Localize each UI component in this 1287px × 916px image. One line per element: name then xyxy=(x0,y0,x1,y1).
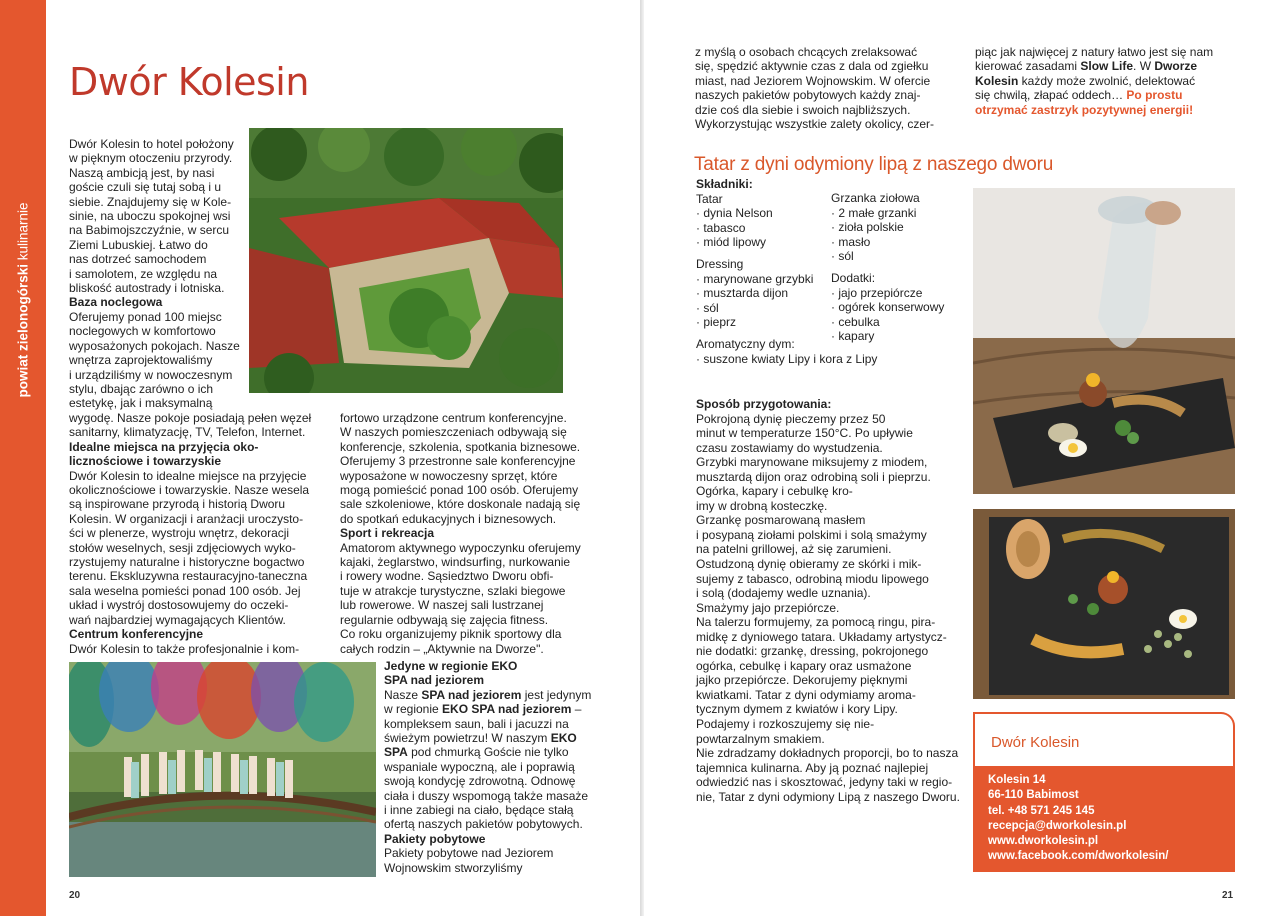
conference-line: mogą pomieścić ponad 100 osób. Oferujemy xyxy=(340,483,579,498)
ingredient-item: · zioła polskie xyxy=(831,220,966,235)
method-line: Nie zdradzamy dokładnych proporcji, bo to nasza xyxy=(696,746,959,761)
aromat-list xyxy=(696,351,878,367)
method-line: Ostudzoną dynię obieramy ze skórki i mik- xyxy=(696,557,922,572)
accommodation-line: sanitarny, klimatyzację, TV, Telefon, Internet. xyxy=(69,425,306,440)
dodatki-heading: Dodatki: xyxy=(831,270,876,285)
slow-life-column xyxy=(975,45,1225,117)
conference-column xyxy=(340,411,585,656)
accommodation-line: wygodę. Nasze pokoje posiadają pełen węzeł xyxy=(69,411,312,425)
intro-continued-line: z myślą o osobach chcących zrelaksować xyxy=(695,45,918,59)
method-line: musztardą dijon oraz odrobiną soli i pieprzu. xyxy=(696,469,931,484)
page-number-right: 21 xyxy=(1222,890,1234,901)
method-line: Pokrojoną dynię pieczemy przez 50 xyxy=(696,411,886,426)
ingredient-item: · musztarda dijon xyxy=(696,286,831,301)
contact-facebook-link[interactable]: www.facebook.com/dworkolesin/ xyxy=(988,850,1169,863)
spa-line: ciała i duszy wspomogą także masaże xyxy=(384,788,589,803)
method-line: i posypaną ziołami polskimi i solą smażymy xyxy=(696,527,927,542)
sport-line: tuje w atrakcje turystyczne, szlaki biegowe xyxy=(340,583,566,598)
method-line: midkę z dyniowego tatara. Układamy artystycz- xyxy=(696,629,947,644)
accommodation-line: estetykę, jak i maksymalną xyxy=(69,396,213,411)
wedding-party-photo xyxy=(69,662,376,877)
events-line: Kolesin. W organizacji i aranżacji uroczysto- xyxy=(69,511,304,526)
wedding-party-image xyxy=(69,662,376,877)
accommodation-line: wyposażonych pokojach. Nasze xyxy=(69,338,240,353)
contact-address: Kolesin 14 xyxy=(988,774,1046,786)
accommodation-line: i urządziliśmy w nowoczesnym xyxy=(69,367,233,382)
sport-line: Co roku organizujemy piknik sportowy dla xyxy=(340,627,562,642)
side-label: powiat zielonogórski kulinarnie xyxy=(15,202,31,398)
method-line: i solą (dodajemy wedle uznania). xyxy=(696,586,871,601)
method-line: nie dodatki: grzankę, dressing, pokrojonego xyxy=(696,644,929,659)
sport-line: całych rodzin – „Aktywnie na Dworze". xyxy=(340,641,544,656)
ingredient-item: · tabasco xyxy=(696,221,831,236)
intro-line: bliskość autostrady i lotniska. xyxy=(69,281,225,296)
section-heading-sport: Sport i rekreacja xyxy=(340,526,435,541)
contact-box xyxy=(973,712,1235,872)
sport-line: kajaki, żeglarstwo, windsurfing, nurkowanie xyxy=(340,555,571,570)
ingredient-item: · jajo przepiórcze xyxy=(831,286,966,301)
recipe-title: Tatar z dyni odymiony lipą z naszego dworu xyxy=(694,154,1054,175)
conference-line: fortowo urządzone centrum konferencyjne. xyxy=(340,411,567,425)
intro-line: siebie. Znajdujemy się w Kole- xyxy=(69,194,232,209)
intro-line: i samolotem, ze względu na xyxy=(69,266,218,281)
intro-column xyxy=(69,137,244,411)
section-heading-events: Idealne miejsca na przyjęcia oko- xyxy=(69,439,259,454)
events-line: rzystujemy naturalne i historyczne bogactwo xyxy=(69,555,305,570)
events-line: stołów weselnych, sesji zdjęciowych wyko- xyxy=(69,540,296,555)
conference-line: W naszych pomieszczeniach odbywają się xyxy=(340,425,567,440)
left-page xyxy=(0,0,640,916)
intro-continued-line: miast, nad Jeziorem Wojnowskim. W ofercie xyxy=(695,73,931,88)
sport-line: i rowery wodne. Sąsiedztwo Dworu obfi- xyxy=(340,569,554,584)
spa-line: swoją kondycję zdrowotną. Odnowę xyxy=(384,774,576,789)
intro-line: goście czuli się tutaj sobą i u xyxy=(69,180,222,195)
method-line: Ogórka, kapary i cebulkę kro- xyxy=(696,484,853,499)
dish-cloche-image xyxy=(973,188,1235,494)
dish-cloche-photo xyxy=(973,188,1235,494)
accommodation-line: wnętrza zaprojektowaliśmy xyxy=(69,353,213,368)
conference-line: sale szkoleniowe, które doskonale nadają się xyxy=(340,497,581,512)
dressing-list xyxy=(696,272,831,330)
conference-line: do spotkań edukacyjnych i biznesowych. xyxy=(340,511,557,526)
method-line: powtarzalnym smakiem. xyxy=(696,731,825,746)
method-line: Podajemy i rozkoszujemy się nie- xyxy=(696,717,875,732)
method-line: sujemy z tabasco, odrobiną miodu lipowego xyxy=(696,571,929,586)
ingredient-item: · sól xyxy=(696,301,831,316)
section-heading-events: licznościowe i towarzyskie xyxy=(69,454,222,469)
ingredient-item: · ogórek konserwowy xyxy=(831,300,966,315)
section-heading-accommodation: Baza noclegowa xyxy=(69,295,163,310)
spa-line: w regionie EKO SPA nad jeziorem – xyxy=(384,702,582,717)
tatar-heading: Tatar xyxy=(696,191,723,206)
intro-line: Ziemi Lubuskiej. Łatwo do xyxy=(69,237,208,252)
intro-line: Naszą ambicją jest, by nasi xyxy=(69,165,215,180)
contact-name: Dwór Kolesin xyxy=(991,734,1080,751)
conference-line: Dwór Kolesin to także profesjonalnie i kom- xyxy=(69,641,300,656)
section-heading-conference: Centrum konferencyjne xyxy=(69,627,204,642)
spa-line: i inne zabiegi na ciało, będące stałą xyxy=(384,803,574,818)
sport-line: regularnie odbywają się zajęcia fitness. xyxy=(340,612,549,627)
contact-header xyxy=(973,712,1235,766)
contact-postcode: 66-110 Babimost xyxy=(988,789,1079,802)
contact-phone: tel. +48 571 245 145 xyxy=(988,804,1095,817)
method-line: ogórka, cebulkę i kapary oraz usmażone xyxy=(696,658,912,673)
section-heading-spa: Jedyne w regionie EKO xyxy=(384,659,518,673)
intro-continued-line: naszych pakietów pobytowych każdy znaj- xyxy=(695,88,921,103)
spa-column xyxy=(384,659,592,875)
method-line: nie, Tatar z dyni odymiony Lipą z naszego Dworu. xyxy=(696,789,960,804)
accommodation-line: noclegowych w komfortowo xyxy=(69,324,216,339)
tatar-list xyxy=(696,206,831,250)
ingredient-item: · kapary xyxy=(831,329,966,344)
packages-line: Wojnowskim stworzyliśmy xyxy=(384,860,523,875)
intro-line: Dwór Kolesin to hotel położony xyxy=(69,137,234,151)
method-line: minut w temperaturze 150°C. Po upływie xyxy=(696,426,913,441)
conference-line: Oferujemy 3 przestronne sale konferencyjne xyxy=(340,454,576,469)
contact-email-link[interactable]: recepcja@dworkolesin.pl xyxy=(988,819,1127,832)
slow-life-line: Kolesin każdy może zwolnić, delektować xyxy=(975,73,1196,88)
intro-continued-line: dzie coś dla siebie i swoich najbliższych. xyxy=(695,102,911,117)
side-band xyxy=(0,0,46,916)
dodatki-list xyxy=(831,286,966,344)
aerial-manor-image xyxy=(249,128,563,393)
dish-slate-photo xyxy=(973,509,1235,699)
grzanka-heading: Grzanka ziołowa xyxy=(831,191,920,205)
accommodation-line: Oferujemy ponad 100 miejsc xyxy=(69,309,222,324)
spa-line: Nasze SPA nad jeziorem jest jedynym xyxy=(384,687,592,702)
grzanka-list xyxy=(831,206,966,264)
events-line: terenu. Ekskluzywna restauracyjno-taneczna xyxy=(69,569,308,584)
events-line: są inspirowane przyrodą i historią Dworu xyxy=(69,497,286,512)
page-title: Dwór Kolesin xyxy=(69,60,309,104)
method-line: Grzybki marynowane miksujemy z miodem, xyxy=(696,455,928,470)
aromat-heading: Aromatyczny dym: xyxy=(696,336,795,351)
method-line: na patelni grillowej, aż się zarumieni. xyxy=(696,542,892,557)
method-line: tajemnica kulinarna. Aby ją poznać najlepiej xyxy=(696,760,929,775)
intro-continued-column xyxy=(695,45,935,131)
ingredient-item: · suszone kwiaty Lipy i kora z Lipy xyxy=(696,352,831,367)
section-heading-packages: Pakiety pobytowe xyxy=(384,831,486,846)
ingredient-item: · pieprz xyxy=(696,315,831,330)
method-line: imy w drobną kosteczkę. xyxy=(696,498,828,513)
ingredient-item: · marynowane grzybki xyxy=(696,272,831,287)
intro-line: w pięknym otoczeniu przyrody. xyxy=(69,151,233,166)
slow-life-line: otrzymać zastrzyk pozytywnej energii! xyxy=(975,102,1194,117)
events-line: sala weselna pomieści ponad 100 osób. Jej xyxy=(69,583,301,598)
page-number-left: 20 xyxy=(69,890,81,901)
spa-line: ofertą naszych pakietów pobytowych. xyxy=(384,817,583,832)
ingredient-item: · miód lipowy xyxy=(696,235,831,250)
contact-website-link[interactable]: www.dworkolesin.pl xyxy=(988,835,1099,848)
events-line: układ i wystrój dostosowujemy do oczeki- xyxy=(69,598,289,613)
ingredient-item: · cebulka xyxy=(831,315,966,330)
method-heading: Sposób przygotowania: xyxy=(696,397,832,411)
method-line: odwiedzić nas i skosztować, jedyny taki w regio- xyxy=(696,775,953,790)
sport-line: lub rowerowe. W naszej sali lustrzanej xyxy=(340,598,544,613)
packages-line: Pakiety pobytowe nad Jeziorem xyxy=(384,846,554,861)
ingredients-heading: Składniki: xyxy=(696,177,753,191)
method-line: czasu zostawiamy do wystudzenia. xyxy=(696,440,883,455)
method-line: tycznym dymem z kwiatów i kory Lipy. xyxy=(696,702,898,717)
intro-continued-line: się, spędzić aktywnie czas z dala od zgiełku xyxy=(695,59,929,74)
method-line: kwiatkami. Tatar z dyni odymiamy aroma- xyxy=(696,687,916,702)
events-line: Dwór Kolesin to idealne miejsce na przyjęcie xyxy=(69,468,307,483)
accommodation-line: stylu, dbając zarówno o ich xyxy=(69,381,214,396)
ingredient-item: · sól xyxy=(831,249,966,264)
method-column xyxy=(696,397,961,804)
ingredient-item: · masło xyxy=(831,235,966,250)
conference-line: konferencje, szkolenia, spotkania biznesowe. xyxy=(340,439,581,454)
wide-column xyxy=(69,411,319,656)
method-line: Na talerzu formujemy, za pomocą ringu, pira- xyxy=(696,615,936,630)
events-line: ści w plenerze, wystroju wnętrz, dekoracji xyxy=(69,526,290,541)
method-line: jajko przepiórcze. Dekorujemy pięknymi xyxy=(696,673,908,688)
spa-line: wspaniale wypoczną, ale i poprawią xyxy=(384,759,575,774)
method-line: Grzankę posmarowaną masłem xyxy=(696,513,866,528)
sport-line: Amatorom aktywnego wypoczynku oferujemy xyxy=(340,540,581,555)
contact-details xyxy=(973,766,1235,872)
method-line: Smażymy jajo przepiórcze. xyxy=(696,600,840,615)
conference-line: wyposażone w nowoczesny sprzęt, które xyxy=(340,468,558,483)
ingredient-item: · 2 małe grzanki xyxy=(831,206,966,221)
slow-life-line: piąc jak najwięcej z natury łatwo jest się nam xyxy=(975,45,1214,59)
spa-line: kompleksem saun, bali i jacuzzi na xyxy=(384,716,569,731)
ingredient-item: · dynia Nelson xyxy=(696,206,831,221)
slow-life-line: się chwilą, złapać oddech… Po prostu xyxy=(975,88,1183,103)
intro-continued-line: Wykorzystując wszystkie zalety okolicy, czer- xyxy=(695,117,935,132)
intro-line: na Babimojszczyźnie, w sercu xyxy=(69,223,230,238)
section-heading-spa: SPA nad jeziorem xyxy=(384,673,485,688)
events-line: okolicznościowe i towarzyskie. Nasze wesela xyxy=(69,483,310,498)
events-line: wań najbardziej wymagających Klientów. xyxy=(69,612,286,627)
aerial-manor-photo xyxy=(249,128,563,393)
ingredients-right xyxy=(831,191,966,344)
spa-line: SPA pod chmurką Goście nie tylko xyxy=(384,745,569,760)
dressing-heading: Dressing xyxy=(696,256,744,271)
intro-line: sinie, na uboczu spokojnej wsi xyxy=(69,209,231,224)
slow-life-line: kierować zasadami Slow Life. W Dworze xyxy=(975,59,1198,74)
dish-slate-image xyxy=(973,509,1235,699)
intro-line: nas dotrzeć samochodem xyxy=(69,252,207,267)
spa-line: świeżym powietrzu! W naszym EKO xyxy=(384,731,577,746)
